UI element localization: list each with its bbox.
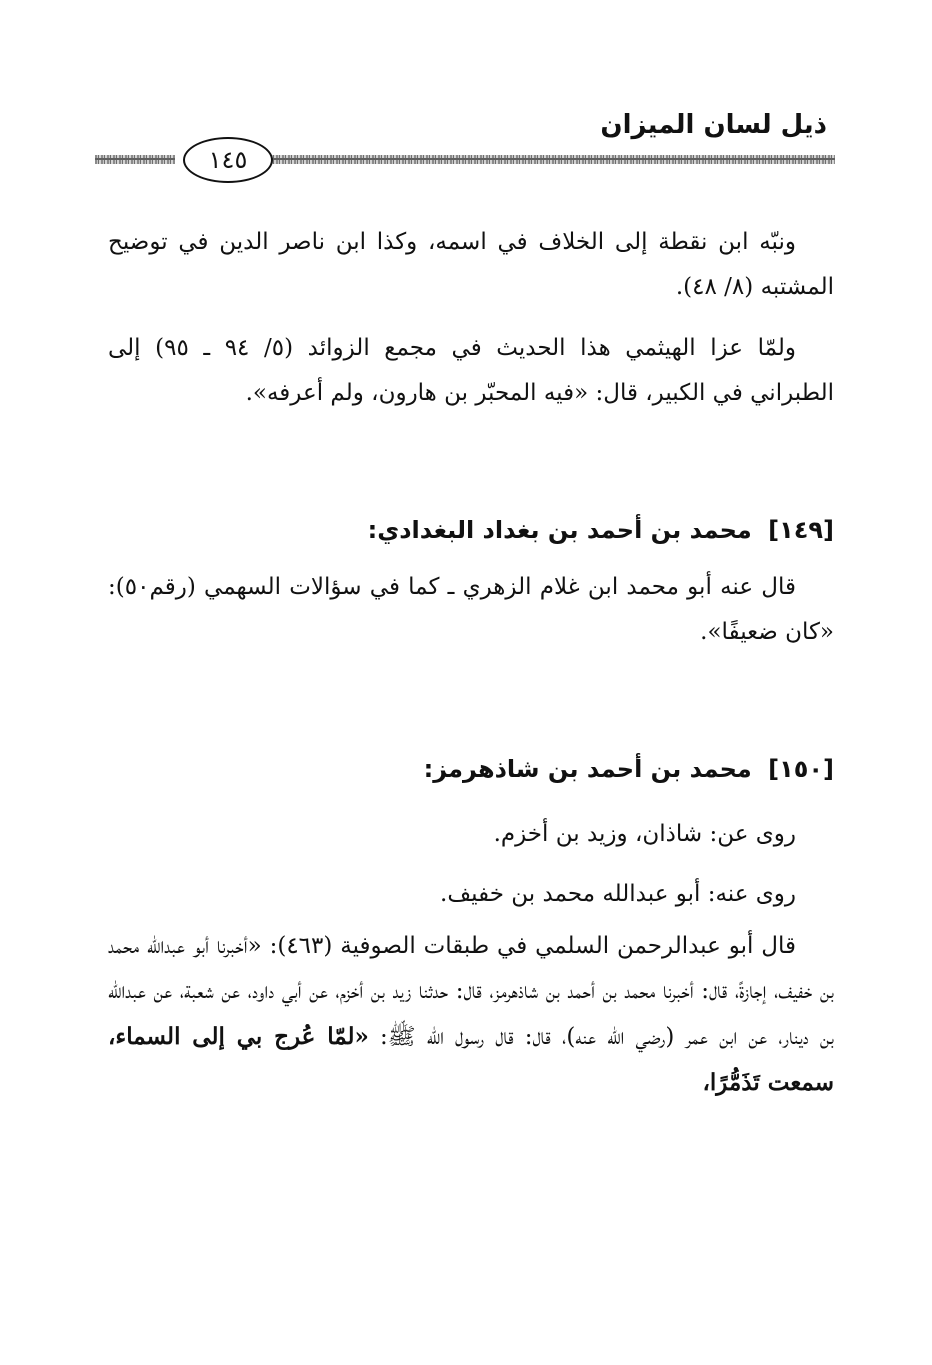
entry-150-narrated-by: روى عنه: أبو عبدالله محمد بن خفيف.: [440, 881, 796, 907]
hadith-quote: «لمّا عُرج بي إلى السماء، سمعت تَذَمُّرًا،: [108, 1023, 834, 1096]
entry-150-name: محمد بن أحمد بن شاذهرمز:: [423, 755, 752, 783]
entry-150-number: [١٥٠]: [768, 755, 834, 783]
entry-149-name: محمد بن أحمد بن بغداد البغدادي:: [367, 516, 752, 544]
paragraph-1: ونبّه ابن نقطة إلى الخلاف في اسمه، وكذا ابن ناصر الدين في توضيح المشتبه (٨/ ٤٨).: [108, 229, 834, 300]
entry-149-text: قال عنه أبو محمد ابن غلام الزهري ـ كما في سؤالات السهمي (رقم٥٠): «كان ضعيفًا».: [108, 574, 834, 645]
entry-150-narrated-from: روى عن: شاذان، وزيد بن أخزم.: [493, 821, 796, 847]
header-rule-left: [95, 155, 175, 164]
entry-150-text-body: قال أبو عبدالرحمن السلمي في طبقات الصوفية (٤٦٣): «أخبرنا أبو عبدالله محمد بن خفيف، إجازةً، قال: أخبرنا محمد بن أحمد بن شاذهرمز، قال: حدثنا زيد بن أخزم، عن أبي داود، عن شعبة، عن عبدالله بن دينار، عن ابن عمر (رضي الله عنه)، قال: قال رسول الله ﷺ:: [108, 933, 834, 1050]
header-rule-right: [270, 155, 835, 164]
paragraph-2: ولمّا عزا الهيثمي هذا الحديث في مجمع الزوائد (٥/ ٩٤ ـ ٩٥) إلى الطبراني في الكبير، قال: «فيه المحبّر بن هارون، ولم أعرفه».: [108, 335, 834, 406]
entry-149-heading: [108, 508, 834, 553]
running-title: ذيل لسان الميزان: [600, 110, 827, 140]
page-number-oval: ١٤٥: [183, 137, 273, 183]
page-body: [108, 220, 834, 1122]
page-header: [95, 100, 835, 190]
entry-150-heading: [108, 747, 834, 792]
entry-149-number: [١٤٩]: [768, 516, 834, 544]
entry-150-text: [108, 924, 834, 1106]
